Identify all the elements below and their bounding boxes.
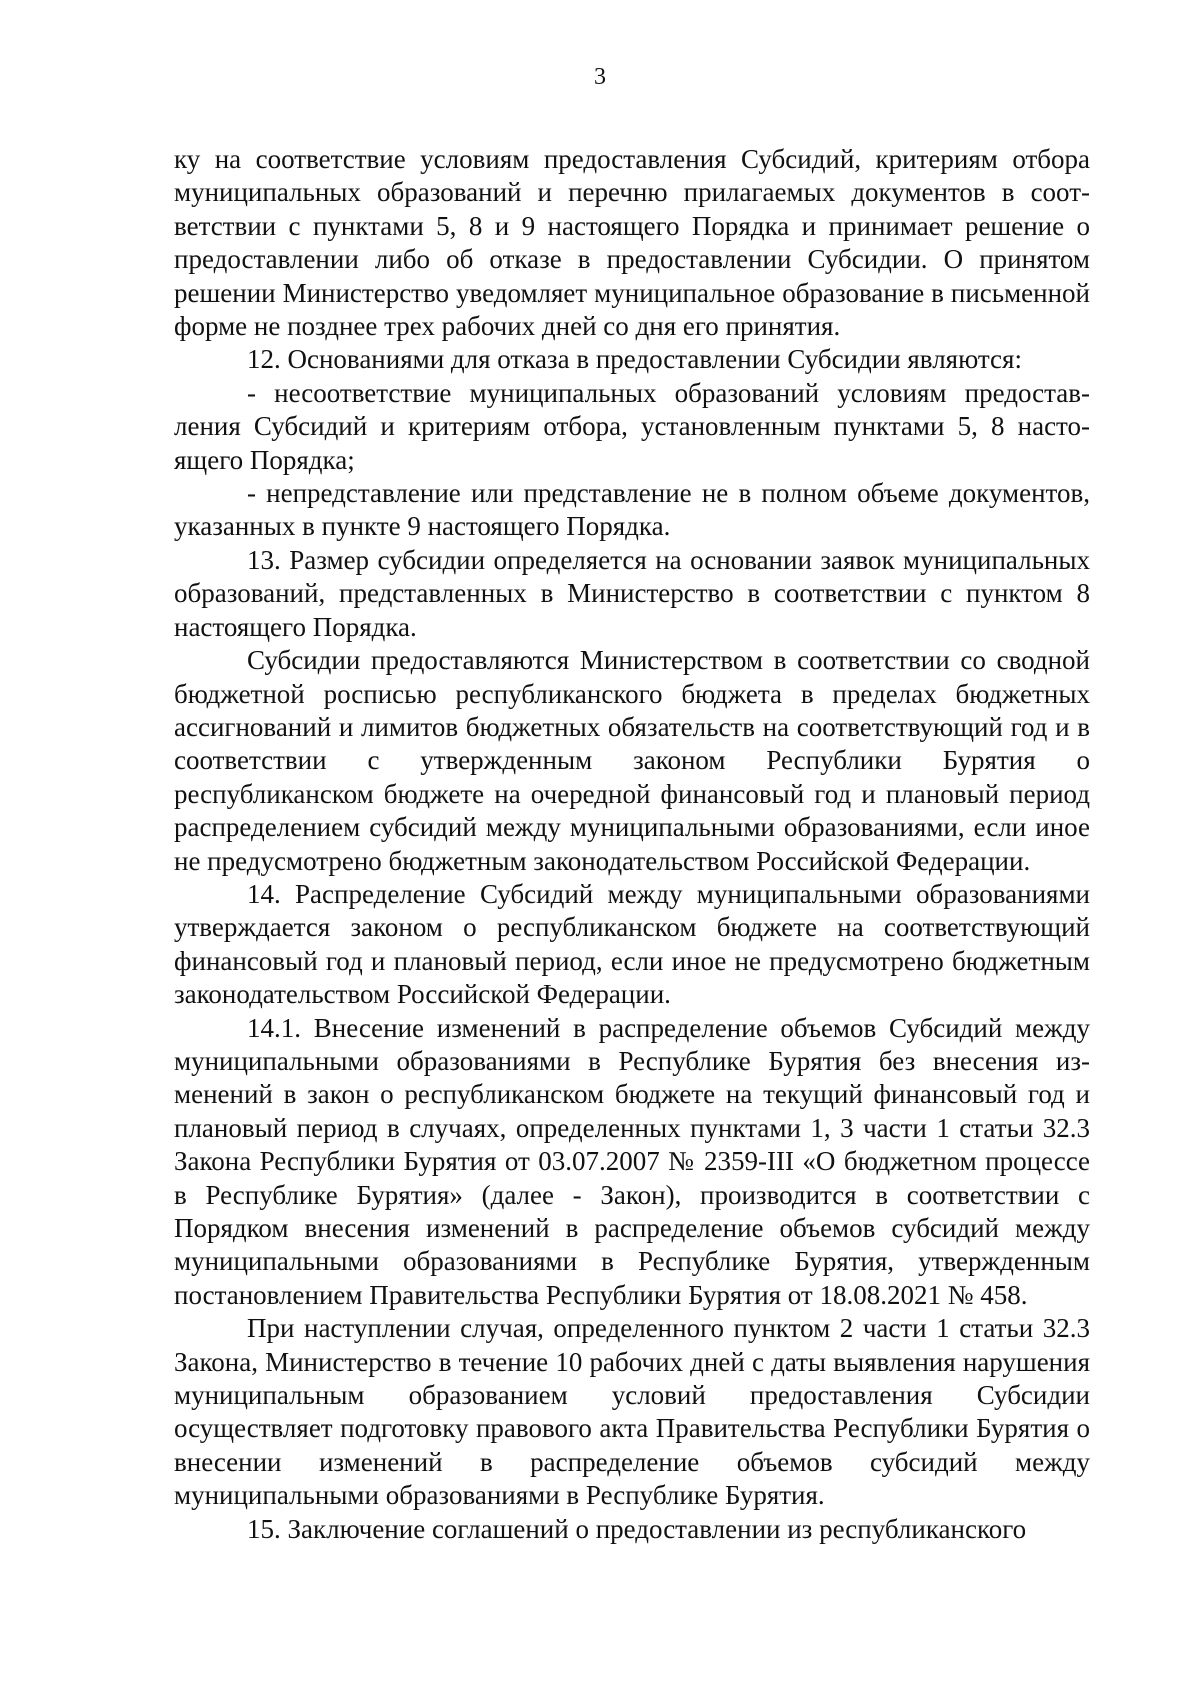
paragraph-item-13-continued: Субсидии предоставляются Министерством в соответствии со сводной бюджетной росписью республиканского бюджета в пределах бюджетных ассигнований и лимитов бюджетных обязательств на соответствующий год и в соответствии с утвержденным законом Республики Бурятия о республиканском бюджете на очередной финансовый год и плановый период распределением субсидий между муниципальными образованиями, если иное не предусмотрено бюджетным законодательством Российской Федерации. — [174, 645, 1090, 876]
paragraph-item-12: 12. Основаниями для отказа в предоставлении Субсидии являются: — [247, 344, 1022, 375]
paragraph-item-12-subitem-2: - непредставление или представление не в полном объеме документов, указанных в пункте 9 настоящего Порядка. — [174, 478, 1090, 542]
paragraph-continuation: ку на соответствие условиям предоставления Субсидий, критериям отбора муниципальных образований и перечню прилагаемых документов в соответствии с пунктами 5, 8 и 9 настоящего Порядка и принимает решение о предоставлении либо об отказе в предоставлении Субсидии. О принятом решении Министерство уведомляет муниципальное образование в письменной форме не позднее трех рабочих дней со дня его принятия. — [174, 144, 1090, 342]
paragraph-item-12-subitem-1: - несоответствие муниципальных образований условиям предоставления Субсидий и критериям отбора, установленным пунктами 5, 8 настоящего Порядка; — [174, 377, 1090, 475]
document-body — [174, 143, 1090, 1546]
paragraph-item-14: 14. Распределение Субсидий между муниципальными образованиями утверждается законом о республиканском бюджете на соответствующий финансовый год и плановый период, если иное не предусмотрено бюджетным законодательством Российской Федерации. — [174, 878, 1090, 1010]
page-number: 3 — [594, 64, 606, 90]
paragraph-item-14-1: 14.1. Внесение изменений в распределение объемов Субсидий между муниципальными образованиями в Республике Бурятия без внесения изменений в закон о республиканском бюджете на текущий финансовый год и плановый период в случаях, определенных пунктами 1, 3 части 1 статьи 32.3 Закона Республики Бурятия от 03.07.2007 № 2359-III «О бюджетном процессе в Республике Бурятия» (далее - Закон), производится в соответствии с Порядком внесения изменений в распределение объемов субсидий между муниципальными образованиями в Республике Бурятия, утвержденным постановлением Правительства Республики Бурятия от 18.08.2021 № 458. — [174, 1012, 1090, 1310]
paragraph-item-15: 15. Заключение соглашений о предоставлении из республиканского — [247, 1513, 1027, 1544]
paragraph-item-13: 13. Размер субсидии определяется на основании заявок муниципальных образований, представленных в Министерство в соответствии с пунктом 8 настоящего Порядка. — [174, 544, 1090, 642]
paragraph-item-14-1-continued: При наступлении случая, определенного пунктом 2 части 1 статьи 32.3 Закона, Министерство в течение 10 рабочих дней с даты выявления нарушения муниципальным образованием условий предоставления Субсидии осуществляет подготовку правового акта Правительства Республики Бурятия о внесении изменений в распределение объемов субсидий между муниципальными образованиями в Республике Бурятия. — [174, 1313, 1090, 1511]
